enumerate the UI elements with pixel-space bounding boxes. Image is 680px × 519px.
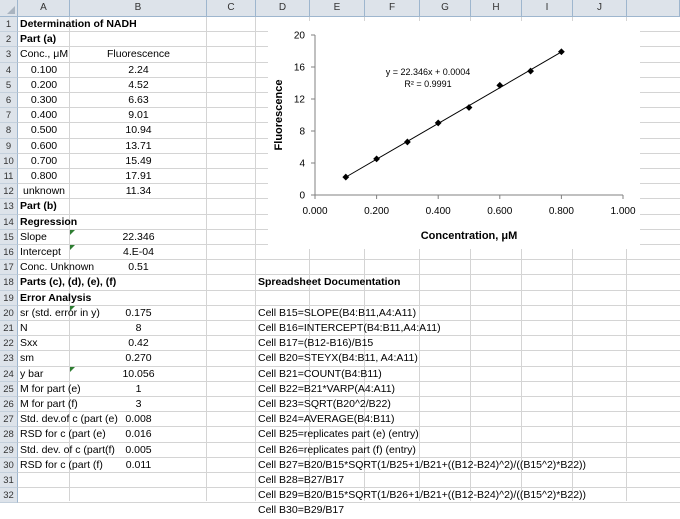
row-header-18[interactable]: 18 <box>0 275 18 290</box>
cell-a17[interactable]: Conc. Unknown <box>20 261 95 274</box>
row-header-11[interactable]: 11 <box>0 169 18 184</box>
cell-a28[interactable]: RSD for c (part (e) <box>20 428 106 441</box>
cell-b27[interactable]: 0.008 <box>125 413 152 426</box>
trendline-equation: y = 22.346x + 0.0004 <box>385 67 471 77</box>
cell-a10[interactable]: 0.700 <box>30 154 58 167</box>
cell-b5[interactable]: 4.52 <box>128 78 149 91</box>
row-header-9[interactable]: 9 <box>0 139 18 154</box>
cell-a19[interactable]: Error Analysis <box>20 291 92 304</box>
cell-b30[interactable]: 0.011 <box>125 458 152 471</box>
column-header-e[interactable]: E <box>310 0 365 17</box>
row-header-27[interactable]: 27 <box>0 412 18 427</box>
cell-b25[interactable]: 1 <box>135 382 142 395</box>
column-header-a[interactable]: A <box>18 0 70 17</box>
cell-a26[interactable]: M for part (f) <box>20 398 78 410</box>
cell-a20[interactable]: sr (std. error in y) <box>20 306 100 319</box>
row-header-8[interactable]: 8 <box>0 123 18 138</box>
cell-b6[interactable]: 6.63 <box>128 94 149 106</box>
cell-a12[interactable]: unknown <box>22 185 66 198</box>
documentation-line: Cell B27=B20/B15*SQRT(1/B25+1/B21+((B12-B24)^2)/((B15^2)*B22)) <box>258 458 587 471</box>
row-header-4[interactable]: 4 <box>0 63 18 78</box>
row-header-26[interactable]: 26 <box>0 397 18 412</box>
row-header-22[interactable]: 22 <box>0 336 18 351</box>
row-header-19[interactable]: 19 <box>0 291 18 306</box>
cell-a6[interactable]: 0.300 <box>30 94 58 106</box>
y-tick-label: 0 <box>299 190 305 202</box>
documentation-line: Cell B15=SLOPE(B4:B11,A4:A11) <box>258 306 417 319</box>
x-tick-label: 0.400 <box>425 206 451 217</box>
row-header-31[interactable]: 31 <box>0 473 18 488</box>
error-indicator-icon <box>70 367 75 372</box>
row-header-21[interactable]: 21 <box>0 321 18 336</box>
chart-plot <box>268 21 640 249</box>
x-tick-label: 0.800 <box>548 206 574 217</box>
y-tick-label: 4 <box>299 158 305 170</box>
scatter-chart[interactable] <box>268 21 640 249</box>
cell-b11[interactable]: 17.91 <box>125 170 152 182</box>
cell-b20[interactable]: 0.175 <box>125 306 152 319</box>
row-header-32[interactable]: 32 <box>0 488 18 503</box>
row-header-16[interactable]: 16 <box>0 245 18 260</box>
cell-a22[interactable]: Sxx <box>20 337 38 350</box>
select-all-corner[interactable] <box>0 0 18 17</box>
x-axis-title: Concentration, μM <box>420 230 518 242</box>
column-header-c[interactable]: C <box>207 0 256 17</box>
row-header-15[interactable]: 15 <box>0 230 18 245</box>
error-indicator-icon <box>70 306 75 311</box>
cell-b17[interactable]: 0.51 <box>128 261 149 274</box>
documentation-line: Cell B20=STEYX(B4:B11, A4:A11) <box>258 352 418 365</box>
row-header-28[interactable]: 28 <box>0 427 18 442</box>
cell-a2[interactable]: Part (a) <box>20 33 57 46</box>
cell-a25[interactable]: M for part (e) <box>20 382 81 395</box>
documentation-title: Spreadsheet Documentation <box>258 276 401 289</box>
documentation-line: Cell B29=B20/B15*SQRT(1/B26+1/B21+((B12-B24)^2)/((B15^2)*B22)) <box>258 489 587 502</box>
cell-b24[interactable]: 10.056 <box>122 367 155 380</box>
cell-b16[interactable]: 4.E-04 <box>123 246 154 258</box>
cell-a23[interactable]: sm <box>20 352 34 365</box>
row-header-12[interactable]: 12 <box>0 184 18 199</box>
cell-a11[interactable]: 0.800 <box>30 170 58 182</box>
row-header-25[interactable]: 25 <box>0 382 18 397</box>
cell-a14[interactable]: Regression <box>20 215 78 228</box>
row-header-6[interactable]: 6 <box>0 93 18 108</box>
row-header-1[interactable]: 1 <box>0 17 18 32</box>
cell-a13[interactable]: Part (b) <box>20 200 57 213</box>
cell-a9[interactable]: 0.600 <box>30 139 58 152</box>
cell-a1[interactable]: Determination of NADH <box>20 18 137 30</box>
x-tick-label: 0.600 <box>487 206 513 217</box>
column-header-d[interactable]: D <box>256 0 310 17</box>
row-header-29[interactable]: 29 <box>0 443 18 458</box>
cell-b4[interactable]: 2.24 <box>128 63 149 76</box>
column-header-extra <box>627 0 680 17</box>
row-header-24[interactable]: 24 <box>0 367 18 382</box>
row-header-2[interactable]: 2 <box>0 32 18 47</box>
cell-a30[interactable]: RSD for c (part (f) <box>20 458 103 471</box>
column-header-f[interactable]: F <box>365 0 420 17</box>
row-header-13[interactable]: 13 <box>0 199 18 214</box>
y-tick-label: 16 <box>293 62 305 74</box>
column-header-g[interactable]: G <box>420 0 471 17</box>
cell-a4[interactable]: 0.100 <box>30 63 58 76</box>
cell-a15[interactable]: Slope <box>20 230 47 243</box>
row-header-7[interactable]: 7 <box>0 108 18 123</box>
cell-b8[interactable]: 10.94 <box>125 124 152 137</box>
cell-a18[interactable]: Parts (c), (d), (e), (f) <box>20 276 117 289</box>
row-header-3[interactable]: 3 <box>0 47 18 62</box>
documentation-line: Cell B25=replicates part (e) (entry) <box>258 428 419 441</box>
row-header-30[interactable]: 30 <box>0 458 18 473</box>
y-tick-label: 12 <box>293 94 305 106</box>
error-indicator-icon <box>70 245 75 250</box>
documentation-line: Cell B26=replicates part (f) (entry) <box>258 443 416 456</box>
y-tick-label: 8 <box>299 126 305 138</box>
row-header-20[interactable]: 20 <box>0 306 18 321</box>
cell-a27[interactable]: Std. dev.of c (part (e) <box>20 413 118 426</box>
row-header-14[interactable]: 14 <box>0 215 18 230</box>
cell-b12[interactable]: 11.34 <box>125 185 152 198</box>
documentation-line: Cell B24=AVERAGE(B4:B11) <box>258 413 395 426</box>
cell-b10[interactable]: 15.49 <box>125 154 152 167</box>
cell-a3[interactable]: Conc., μM <box>20 48 69 61</box>
row-header-5[interactable]: 5 <box>0 78 18 93</box>
cell-b21[interactable]: 8 <box>135 322 142 334</box>
cell-b15[interactable]: 22.346 <box>122 230 155 243</box>
cell-a7[interactable]: 0.400 <box>30 109 58 122</box>
cell-b7[interactable]: 9.01 <box>128 109 149 122</box>
documentation-line: Cell B30=B29/B17 <box>258 504 345 517</box>
cell-b23[interactable]: 0.270 <box>125 352 152 365</box>
row-header-10[interactable]: 10 <box>0 154 18 169</box>
y-axis-title: Fluorescence <box>273 79 285 151</box>
cell-b9[interactable]: 13.71 <box>125 139 152 152</box>
row-header-23[interactable]: 23 <box>0 351 18 366</box>
documentation-line: Cell B21=COUNT(B4:B11) <box>258 367 382 380</box>
column-header-h[interactable]: H <box>471 0 522 17</box>
cell-b28[interactable]: 0.016 <box>125 428 152 441</box>
documentation-line: Cell B22=B21*VARP(A4:A11) <box>258 382 396 395</box>
cell-a16[interactable]: Intercept <box>20 246 61 258</box>
cell-a5[interactable]: 0.200 <box>30 78 58 91</box>
error-indicator-icon <box>70 230 75 235</box>
cell-b29[interactable]: 0.005 <box>125 443 152 456</box>
column-header-j[interactable]: J <box>573 0 627 17</box>
documentation-line: Cell B16=INTERCEPT(B4:B11,A4:A11) <box>258 322 441 334</box>
cell-b3[interactable]: Fluorescence <box>106 48 171 61</box>
x-tick-label: 1.000 <box>610 206 636 217</box>
column-header-i[interactable]: I <box>522 0 573 17</box>
cell-b26[interactable]: 3 <box>135 398 142 410</box>
y-tick-label: 20 <box>293 30 305 42</box>
column-header-b[interactable]: B <box>70 0 207 17</box>
documentation-line: Cell B28=B27/B17 <box>258 474 345 486</box>
documentation-line: Cell B23=SQRT(B20^2/B22) <box>258 398 391 410</box>
documentation-line: Cell B17=(B12-B16)/B15 <box>258 337 374 350</box>
x-tick-label: 0.000 <box>302 206 328 217</box>
x-tick-label: 0.200 <box>364 206 390 217</box>
cell-a29[interactable]: Std. dev. of c (part(f) <box>20 443 115 456</box>
cell-a24[interactable]: y bar <box>20 367 44 380</box>
row-header-17[interactable]: 17 <box>0 260 18 275</box>
cell-a21[interactable]: N <box>20 322 28 334</box>
r-squared-label: R² = 0.9991 <box>404 79 452 89</box>
cell-a8[interactable]: 0.500 <box>30 124 58 137</box>
cell-b22[interactable]: 0.42 <box>128 337 149 350</box>
